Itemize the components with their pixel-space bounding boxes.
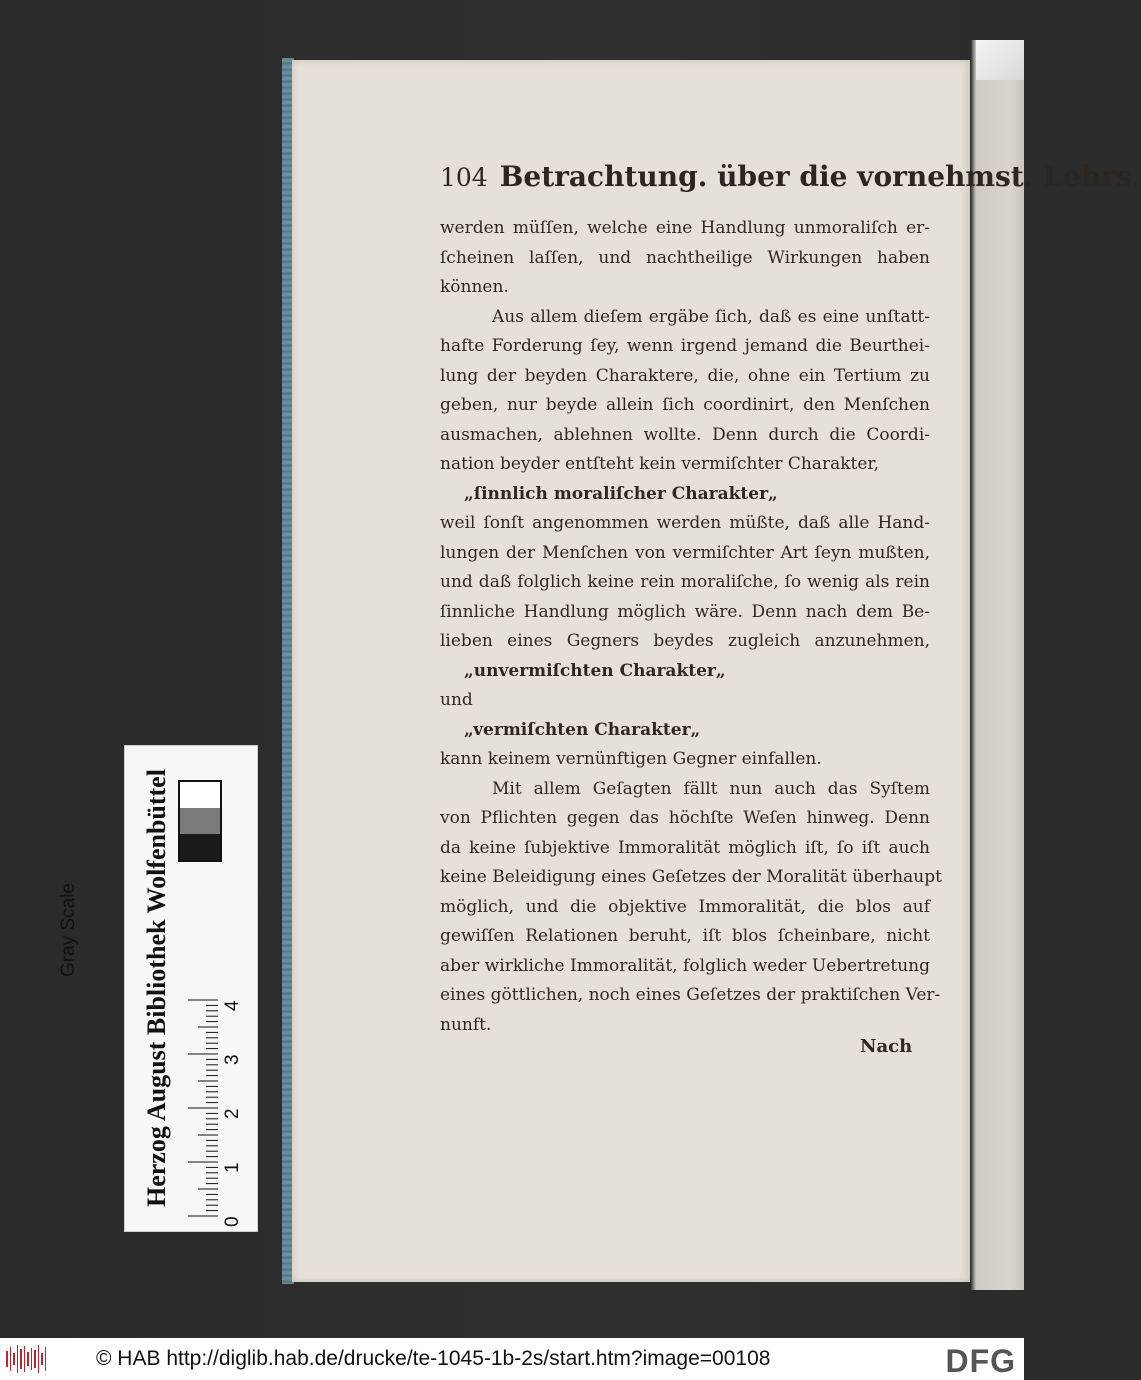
dfg-logo: DFG xyxy=(945,1343,1016,1379)
text-line: nunft. xyxy=(440,1014,492,1035)
footer-bar xyxy=(0,1338,1024,1380)
text-line: von Pflichten gegen das höchſte Weſen hinweg. Denn xyxy=(440,808,930,828)
logo-bar xyxy=(13,1353,15,1365)
text-line: lieben eines Gegners beydes zugleich anzunehmen, xyxy=(440,631,930,651)
body-text xyxy=(440,214,942,1040)
logo-bar xyxy=(20,1349,22,1369)
logo-bar xyxy=(10,1347,12,1371)
page-number: 104 xyxy=(440,163,488,192)
logo-bar xyxy=(41,1353,43,1365)
ruler-number: 1 xyxy=(222,1162,243,1173)
gray-scale-label: Gray Scale xyxy=(58,883,79,977)
logo-bar xyxy=(31,1348,33,1370)
logo-bar xyxy=(6,1351,8,1367)
ruler-number: 3 xyxy=(222,1054,243,1065)
text-line: keine Beleidigung eines Geſetzes der Moralität überhaupt xyxy=(440,867,942,887)
page-corner xyxy=(976,40,1024,80)
copyright-link[interactable]: © HAB http://diglib.hab.de/drucke/te-1045-1b-2s/start.htm?image=00108 xyxy=(96,1347,771,1370)
library-name: Herzog August Bibliothek Wolfenbüttel xyxy=(142,769,171,1208)
text-line: und xyxy=(440,690,473,710)
text-line: lungen der Menſchen von vermiſchter Art ſeyn mußten, xyxy=(440,542,930,563)
gray-swatch xyxy=(180,834,220,860)
text-line: werden müſſen, welche eine Handlung unmoraliſch er- xyxy=(440,218,930,238)
logo-bar xyxy=(27,1352,29,1366)
text-line: kann keinem vernünftigen Gegner einfallen. xyxy=(440,749,822,769)
text-line: ſcheinen laſſen, und nachtheilige Wirkungen haben xyxy=(440,247,930,268)
text-line: nation beyder entſteht kein vermiſchter Charakter, xyxy=(440,454,880,474)
text-line: Mit allem Geſagten fällt nun auch das Syſtem xyxy=(492,778,930,799)
logo-bar xyxy=(17,1345,19,1373)
text-line: „unvermiſchten Charakter„ xyxy=(464,660,726,681)
text-line: Aus allem dieſem ergäbe ſich, daß es eine unſtatt- xyxy=(492,306,930,327)
logo-bar xyxy=(24,1346,26,1372)
hab-logo-icon xyxy=(6,1345,46,1373)
gray-scale-swatches xyxy=(178,780,222,862)
text-line: eines göttlichen, noch eines Geſetzes der praktiſchen Ver- xyxy=(440,985,941,1005)
text-line: aber wirkliche Immoralität, folglich weder Uebertretung xyxy=(440,955,930,976)
gray-swatch xyxy=(180,782,220,808)
text-line: und daß folglich keine rein moraliſche, ſo wenig als rein xyxy=(440,572,930,592)
catchword: Nach xyxy=(860,1036,913,1057)
text-line: geben, nur beyde allein ſich coordinirt, den Menſchen xyxy=(440,395,930,415)
logo-bar xyxy=(34,1350,36,1368)
text-line: lung der beyden Charaktere, die, ohne ein Tertium zu xyxy=(440,365,930,386)
text-line: „ſinnlich moraliſcher Charakter„ xyxy=(464,483,778,504)
text-line: möglich, und die objektive Immoralität, die blos auf xyxy=(440,896,930,917)
running-head: Betrachtung. über die vornehmst. Lehrs. xyxy=(499,160,1141,193)
page-header xyxy=(440,160,1141,200)
ruler-number: 0 xyxy=(222,1216,243,1227)
text-line: hafte Forderung ſey, wenn irgend jemand die Beurthei- xyxy=(440,336,930,356)
text-line: ſinnliche Handlung möglich wäre. Denn nach dem Be- xyxy=(440,601,930,622)
text-line: gewiſſen Relationen beruht, iſt blos ſcheinbare, nicht xyxy=(440,926,930,946)
ruler-number: 4 xyxy=(222,1000,243,1011)
logo-bar xyxy=(38,1345,40,1373)
text-line: da keine ſubjektive Immoralität möglich iſt, ſo iſt auch xyxy=(440,837,930,858)
logo-bar xyxy=(45,1347,47,1371)
next-page-strip xyxy=(970,40,1024,1290)
text-line: weil ſonſt angenommen werden müßte, daß alle Hand- xyxy=(440,513,930,533)
ruler-number: 2 xyxy=(222,1108,243,1119)
text-line: „vermiſchten Charakter„ xyxy=(464,719,701,740)
gray-swatch xyxy=(180,808,220,834)
ruler-ticks xyxy=(182,992,218,1217)
text-line: ausmachen, ablehnen wollte. Denn durch die Coordi- xyxy=(440,424,930,445)
text-line: können. xyxy=(440,277,509,297)
